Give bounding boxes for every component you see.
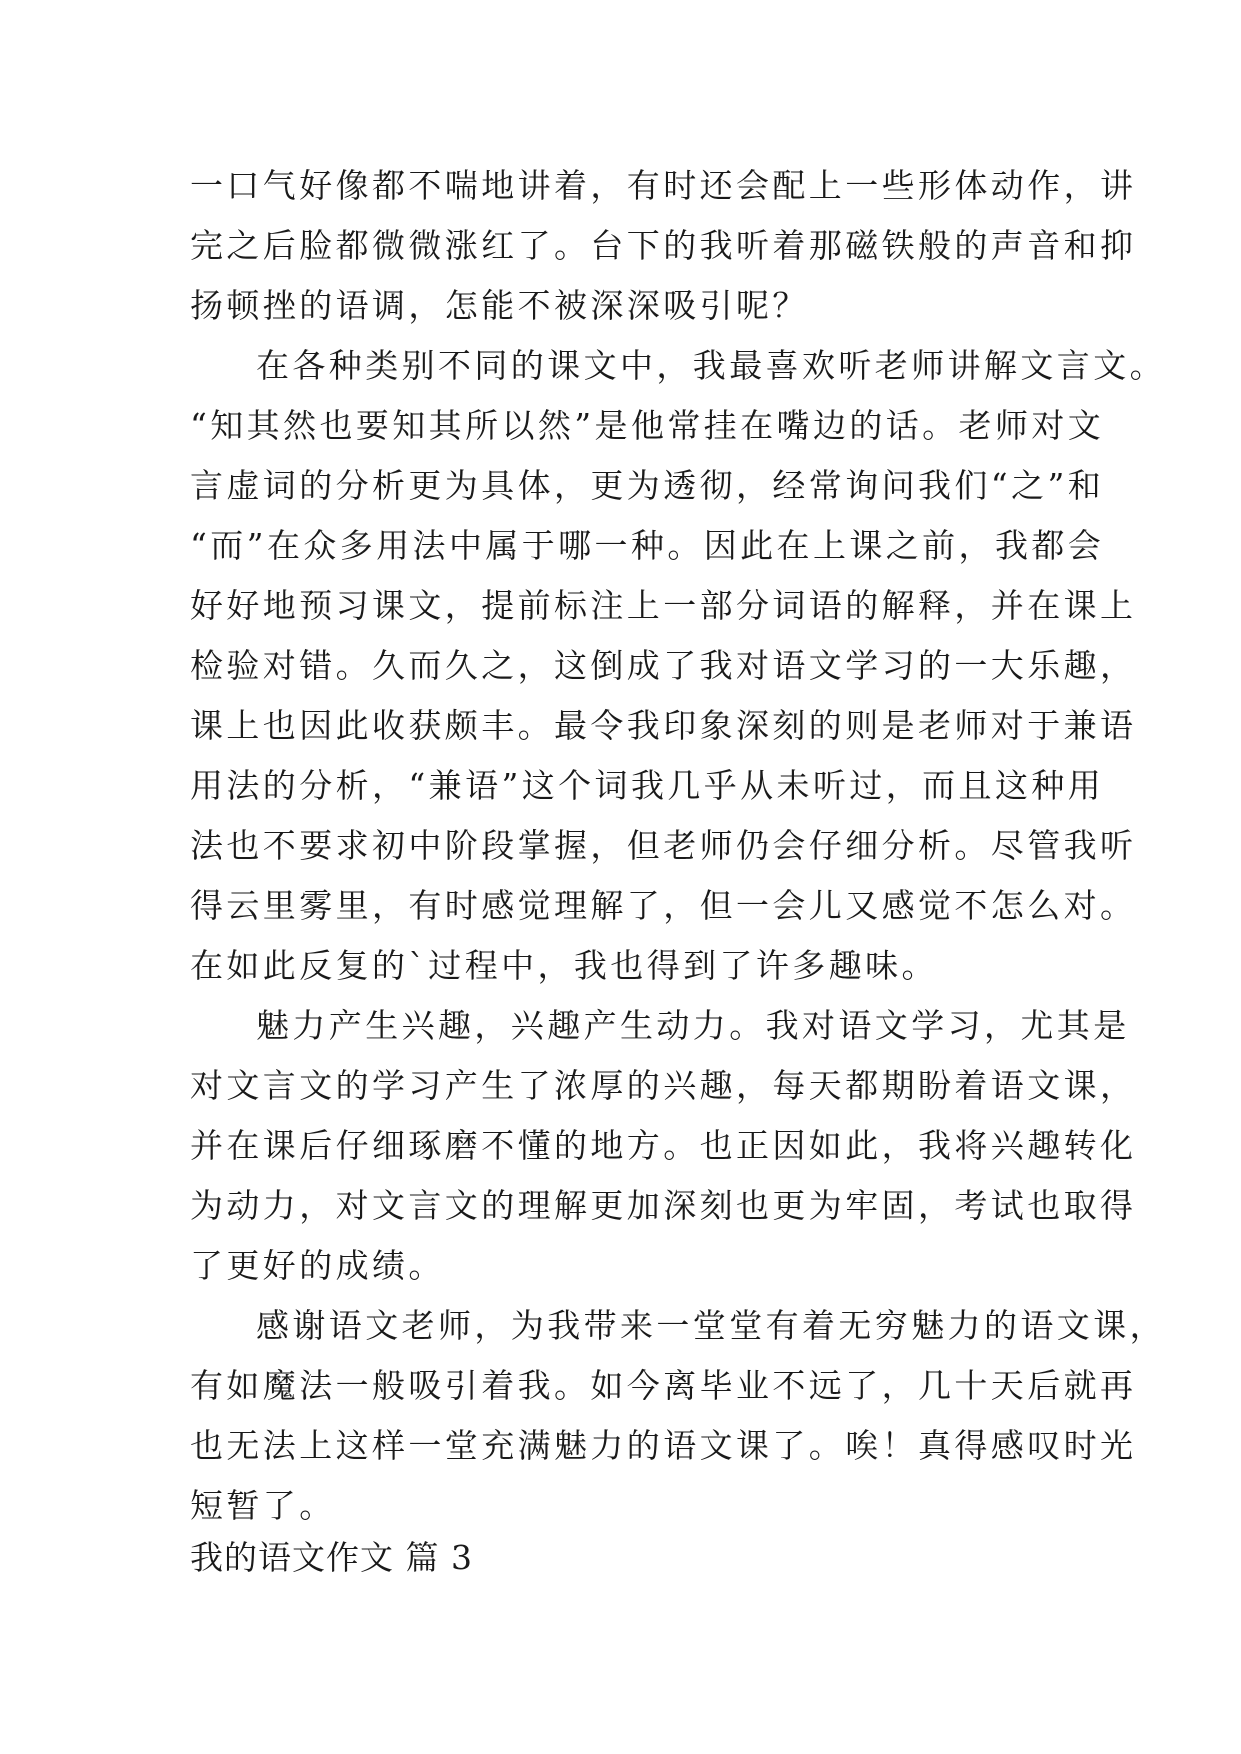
paragraph-line: 在如此反复的`过程中，我也得到了许多趣味。 <box>190 946 938 985</box>
paragraph-line: 法也不要求初中阶段掌握，但老师仍会仔细分析。尽管我听 <box>190 826 1137 865</box>
paragraph-line: 为动力，对文言文的理解更加深刻也更为牢固，考试也取得 <box>190 1186 1137 1225</box>
paragraph-first-line: 在各种类别不同的课文中，我最喜欢听老师讲解文言文。 <box>256 346 1166 385</box>
paragraph-line: 对文言文的学习产生了浓厚的兴趣，每天都期盼着语文课， <box>190 1066 1137 1105</box>
section-heading: 我的语文作文 篇 3 <box>190 1538 473 1577</box>
paragraph-line: 好好地预习课文，提前标注上一部分词语的解释，并在课上 <box>190 586 1137 625</box>
paragraph-line: 完之后脸都微微涨红了。台下的我听着那磁铁般的声音和抑 <box>190 226 1137 265</box>
paragraph-line: 一口气好像都不喘地讲着，有时还会配上一些形体动作，讲 <box>190 166 1137 205</box>
paragraph-line: 得云里雾里，有时感觉理解了，但一会儿又感觉不怎么对。 <box>190 886 1137 925</box>
paragraph-line: “知其然也要知其所以然”是他常挂在嘴边的话。老师对文 <box>190 406 1105 445</box>
paragraph-line: 扬顿挫的语调，怎能不被深深吸引呢？ <box>190 286 809 325</box>
paragraph-first-line: 魅力产生兴趣，兴趣产生动力。我对语文学习，尤其是 <box>256 1006 1130 1045</box>
paragraph-first-line: 感谢语文老师，为我带来一堂堂有着无穷魅力的语文课， <box>256 1306 1166 1345</box>
paragraph-line: 并在课后仔细琢磨不懂的地方。也正因如此，我将兴趣转化 <box>190 1126 1137 1165</box>
paragraph-line: 也无法上这样一堂充满魅力的语文课了。唉！真得感叹时光 <box>190 1426 1137 1465</box>
paragraph-line: “而”在众多用法中属于哪一种。因此在上课之前，我都会 <box>190 526 1105 565</box>
paragraph-line: 有如魔法一般吸引着我。如今离毕业不远了，几十天后就再 <box>190 1366 1137 1405</box>
paragraph-line: 检验对错。久而久之，这倒成了我对语文学习的一大乐趣， <box>190 646 1137 685</box>
paragraph-line: 言虚词的分析更为具体，更为透彻，经常询问我们“之”和 <box>190 466 1105 505</box>
paragraph-line: 课上也因此收获颇丰。最令我印象深刻的则是老师对于兼语 <box>190 706 1137 745</box>
paragraph-line: 短暂了。 <box>190 1486 336 1525</box>
paragraph-line: 了更好的成绩。 <box>190 1246 445 1285</box>
paragraph-line: 用法的分析，“兼语”这个词我几乎从未听过，而且这种用 <box>190 766 1105 805</box>
